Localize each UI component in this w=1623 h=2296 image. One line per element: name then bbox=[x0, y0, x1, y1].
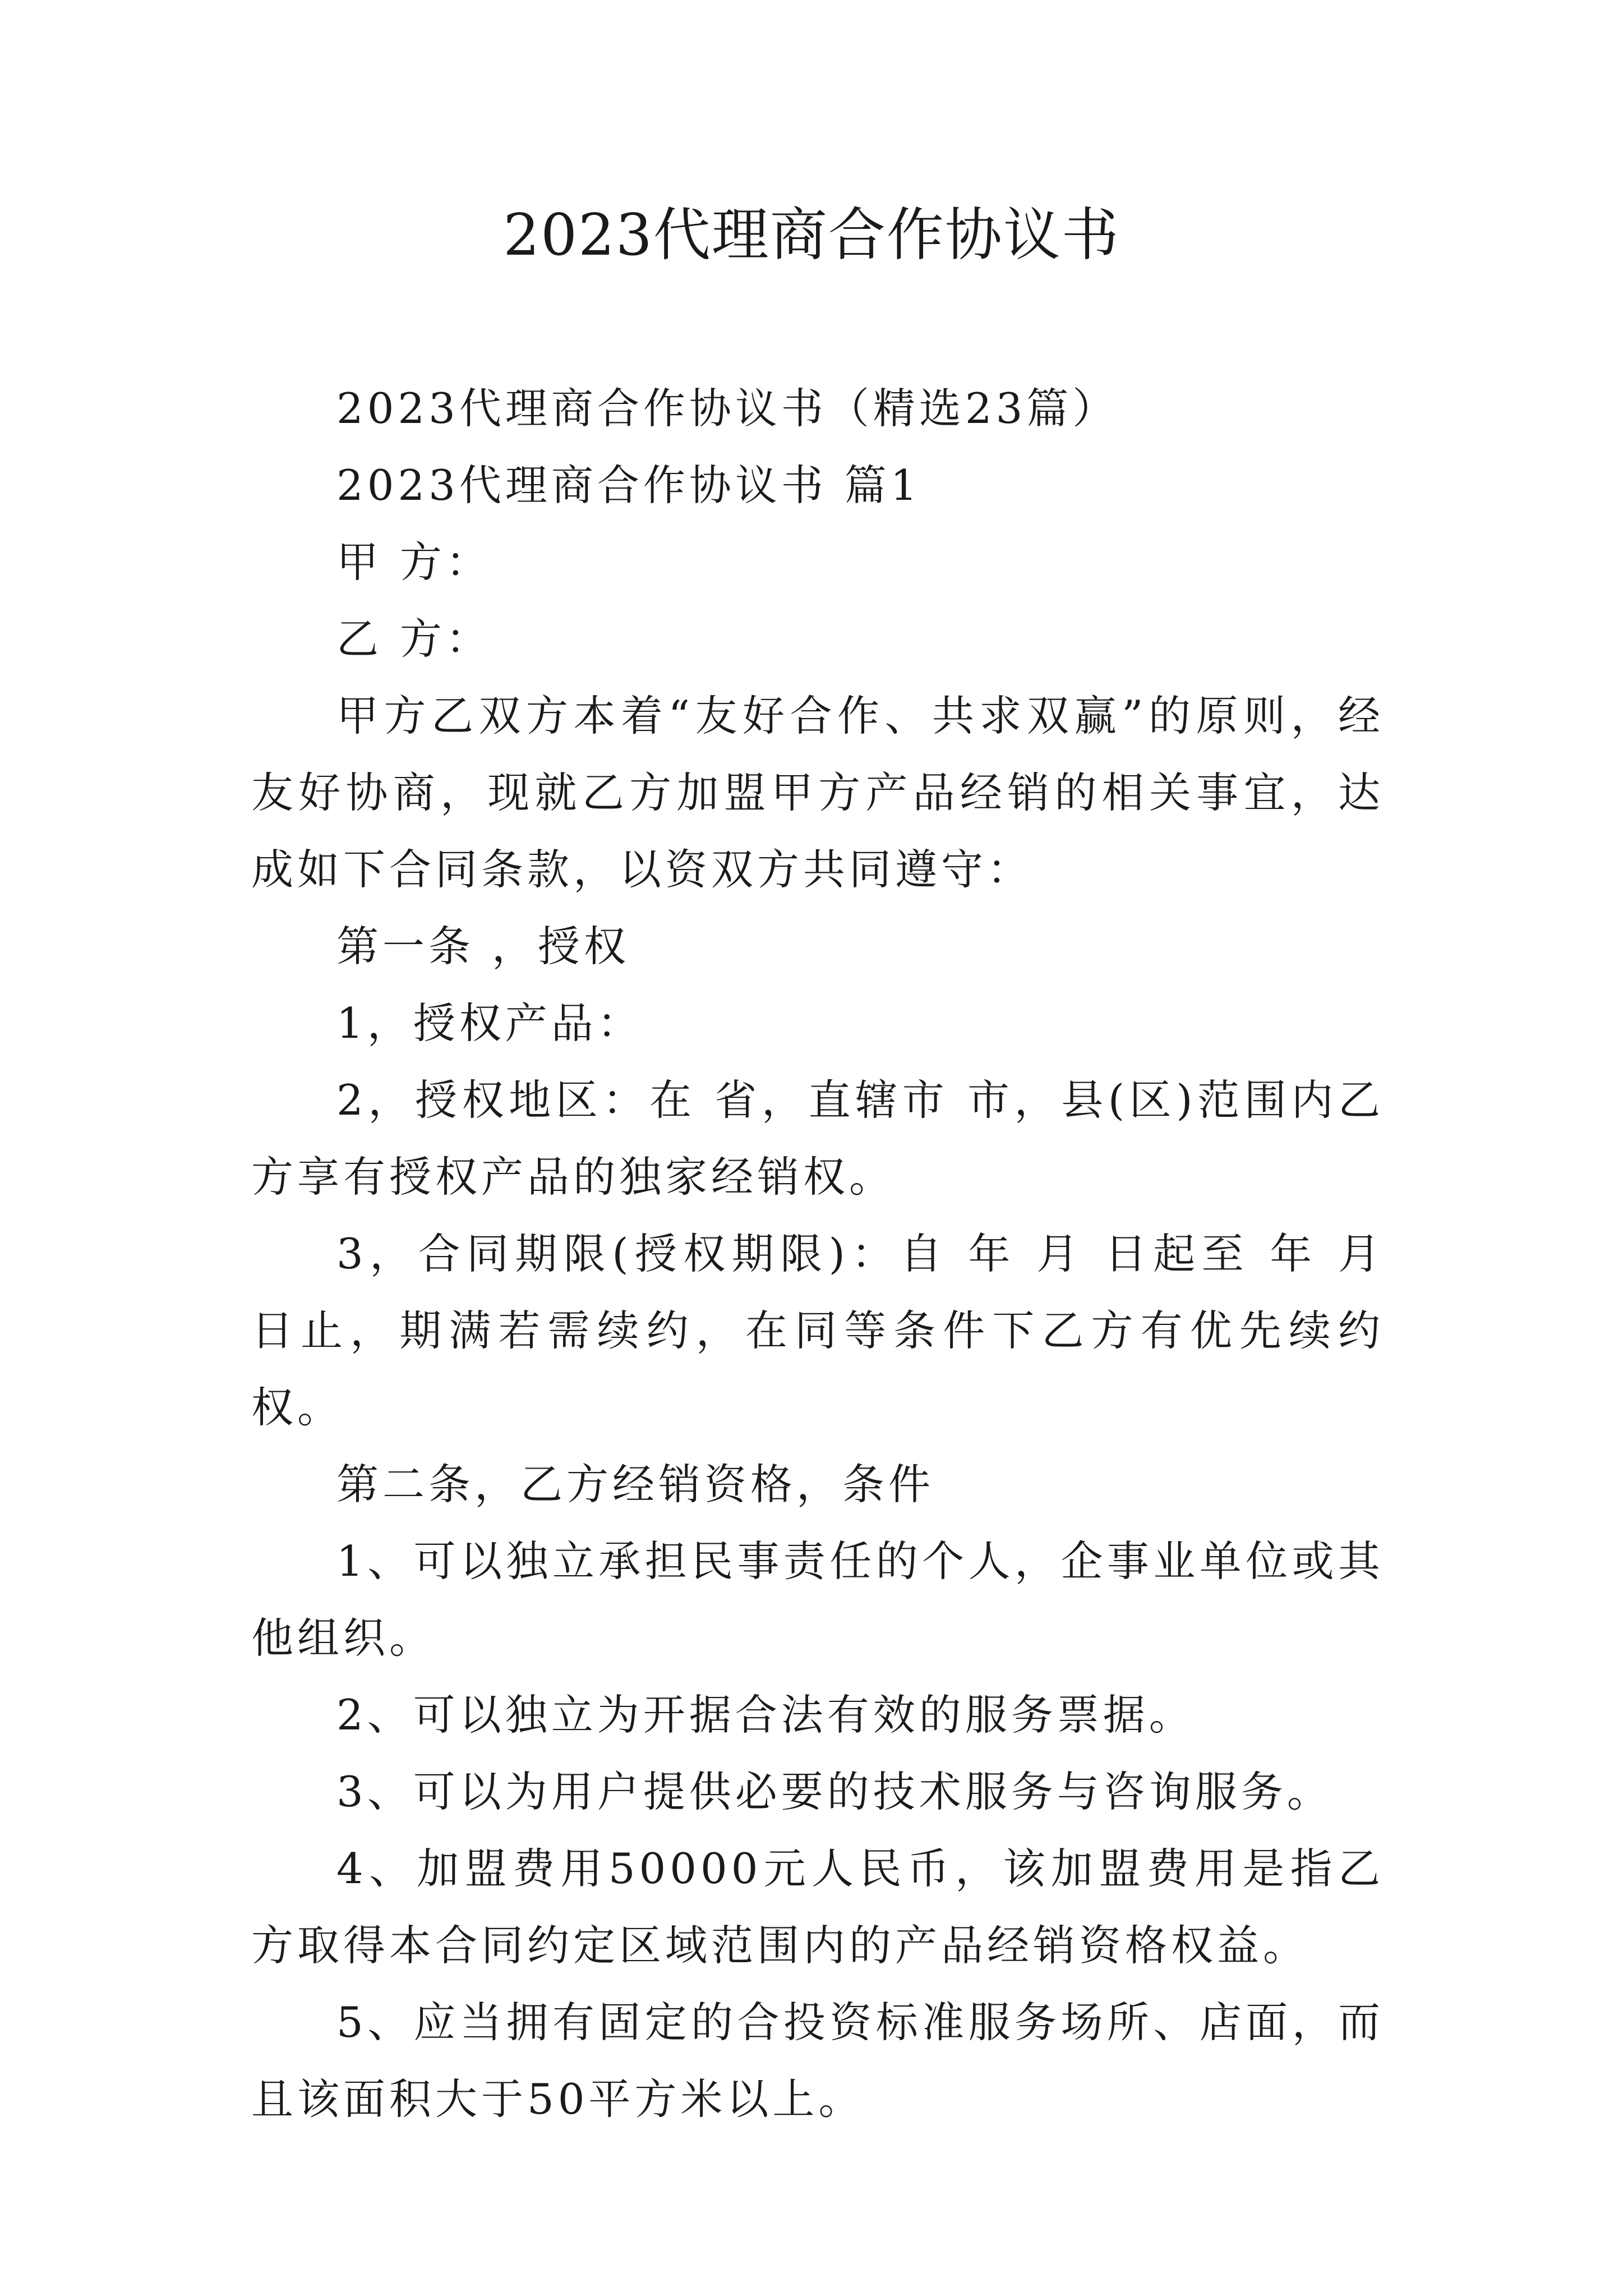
paragraph-article-2-heading: 第二条，乙方经销资格，条件 bbox=[336, 1460, 935, 1509]
paragraph-article-1-item-3: 3，合同期限(授权期限)：自 年 月 日起至 年 月 日止，期满若需续约，在同等条件下乙方有优先续约权。 bbox=[251, 1229, 1384, 1432]
document-title: 2023代理商合作协议书 bbox=[503, 202, 1120, 269]
document-body bbox=[251, 370, 1384, 2138]
paragraph-party-b: 乙 方： bbox=[336, 614, 492, 664]
paragraph-chapter-heading: 2023代理商合作协议书 篇1 bbox=[336, 461, 921, 510]
paragraph-article-2-item-3: 3、可以为用户提供必要的技术服务与咨询服务。 bbox=[336, 1767, 1333, 1816]
paragraph-article-1-item-1: 1，授权产品： bbox=[336, 999, 643, 1048]
paragraph-party-a: 甲 方： bbox=[336, 537, 492, 587]
paragraph-article-1-heading: 第一条 ，授权 bbox=[336, 922, 630, 971]
paragraph-article-2-item-1: 1、可以独立承担民事责任的个人，企事业单位或其他组织。 bbox=[251, 1536, 1384, 1663]
paragraph-article-2-item-5: 5、应当拥有固定的合投资标准服务场所、店面，而且该面积大于50平方米以上。 bbox=[251, 1998, 1384, 2124]
paragraph-article-2-item-2: 2、可以独立为开据合法有效的服务票据。 bbox=[336, 1690, 1195, 1740]
paragraph-article-2-item-4: 4、加盟费用50000元人民币，该加盟费用是指乙方取得本合同约定区域范围内的产品经销资格权益。 bbox=[251, 1844, 1384, 1970]
paragraph-preamble: 甲方乙双方本着“友好合作、共求双赢”的原则，经友好协商，现就乙方加盟甲方产品经销的相关事宜，达成如下合同条款，以资双方共同遵守： bbox=[251, 691, 1384, 894]
paragraph-article-1-item-2: 2，授权地区：在 省，直辖市 市，县(区)范围内乙方享有授权产品的独家经销权。 bbox=[251, 1075, 1384, 1202]
paragraph-subtitle: 2023代理商合作协议书（精选23篇） bbox=[336, 384, 1119, 433]
